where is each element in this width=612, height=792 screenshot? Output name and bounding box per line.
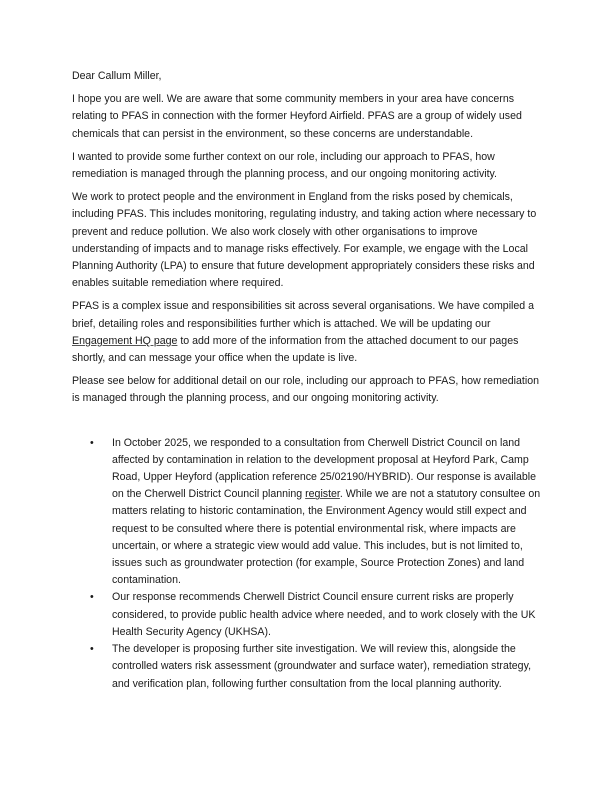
engagement-hq-link[interactable]: Engagement HQ page	[72, 334, 178, 347]
paragraph	[72, 298, 544, 367]
bullet-icon: •	[90, 643, 94, 656]
paragraph-text: Please see below for additional detail on our role, including our approach to PFAS, how remediation is managed through the planning process, and our ongoing monitoring activity.	[72, 375, 539, 405]
paragraph-text: to add more of the information from the attached document to our pages shortly, and can message your office when the update is live.	[72, 334, 519, 365]
list-item	[90, 641, 544, 693]
list-item-text: The developer is proposing further site investigation. We will review this, alongside the controlled waters risk assessment (groundwater and surface water), remediation strategy, and verification plan, following further consultation from the local planning authority.	[112, 643, 532, 690]
bullet-list	[72, 435, 544, 693]
list-item	[90, 435, 544, 590]
paragraph-text: I wanted to provide some further context on our role, including our approach to PFAS, how remediation is managed through the planning process, and our ongoing monitoring activity.	[72, 150, 497, 181]
list-item-text: Our response recommends Cherwell District Council ensure current risks are properly considered, to provide public health advice where needed, and to work closely with the UK Health Security Agency (UKHSA).	[112, 591, 536, 638]
list-item-text: In October 2025, we responded to a consultation from Cherwell District Council on land affected by contamination in relation to the development proposal at Heyford Park, Camp Road, Upper Heyford (application reference 25/02190/HYBRID). Our response is available on the Cherwell District Council planning	[112, 436, 536, 501]
letter-body	[72, 68, 544, 693]
bullet-icon: •	[90, 436, 94, 449]
paragraph	[72, 149, 544, 183]
list-item	[90, 589, 544, 641]
paragraph-text: We work to protect people and the environment in England from the risks posed by chemicals, including PFAS. This includes monitoring, regulating industry, and taking action where necessary to prevent and reduce pollution. We also work closely with other organisations to improve understanding of impacts and to manage risks effectively. For example, we engage with the Local Planning Authority (LPA) to ensure that future development appropriately considers these risks and enables suitable remediation where required.	[72, 191, 537, 290]
paragraph-text: I hope you are well. We are aware that some community members in your area have concerns relating to PFAS in connection with the former Heyford Airfield. PFAS are a group of widely used chemicals that can persist in the environment, so these concerns are understandable.	[72, 93, 522, 140]
salutation: Dear Callum Miller,	[72, 70, 162, 82]
planning-register-link[interactable]: register	[305, 488, 340, 501]
paragraph	[72, 189, 544, 292]
paragraph	[72, 373, 544, 407]
list-item-text: . While we are not a statutory consultee on matters relating to historic contamination, the Environment Agency would still expect and request to be consulted where there is potential environmental risk, where impacts are uncertain, or where a strategic view would add value. This includes, but is not limited to, issues such as groundwater protection (for example, Source Protection Zones) and land contamination.	[112, 488, 541, 587]
paragraph-text: PFAS is a complex issue and responsibilities sit across several organisations. We have compiled a brief, detailing roles and responsibilities further which is attached. We will be updating our	[72, 300, 535, 330]
paragraph	[72, 91, 544, 143]
bullet-icon: •	[90, 591, 94, 604]
